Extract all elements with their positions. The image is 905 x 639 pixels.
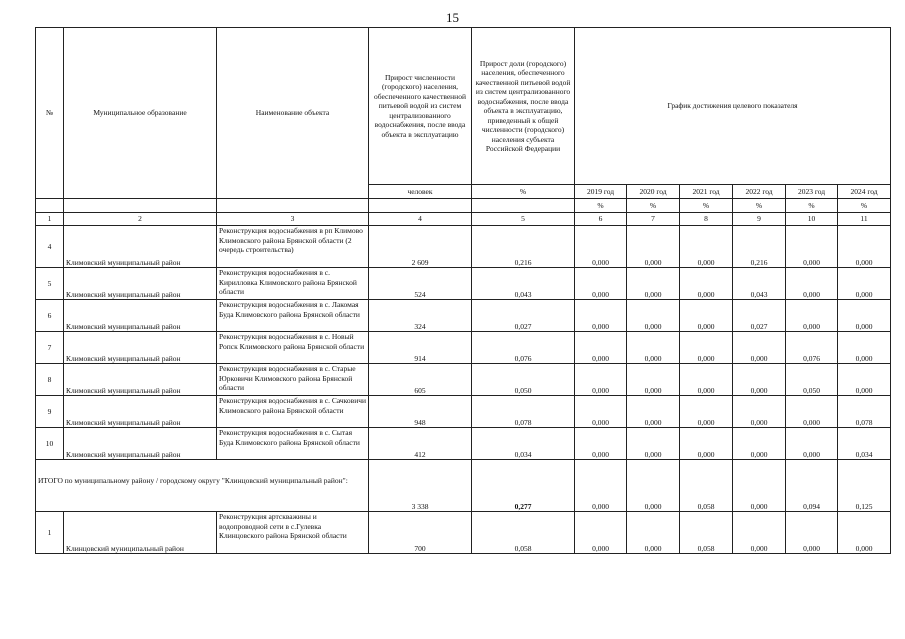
object-name-cell: Реконструкция водоснабжения в с. Новый Ропск Климовского района Брянской области: [217, 332, 369, 364]
share-cell: 0,058: [472, 512, 575, 554]
year-value-cell: 0,000: [575, 300, 627, 332]
municipality-cell: Климовский муниципальный район: [64, 364, 217, 396]
municipality-cell: Климовский муниципальный район: [64, 226, 217, 268]
year-value-cell: 0,000: [680, 300, 733, 332]
column-index-row: [36, 213, 891, 226]
header-growth-share: Прирост доли (городского) населения, обеспеченного качественной питьевой водой из систем централизованного водоснабжения, после ввода объекта в эксплуатацию, приведенный к общей численности (городского) населения субъекта Российской Федерации: [472, 28, 575, 185]
header-schedule: График достижения целевого показателя: [575, 28, 891, 185]
share-cell: 0,076: [472, 332, 575, 364]
year-value-cell: 0,058: [680, 512, 733, 554]
year-value-cell: 0,000: [627, 364, 680, 396]
year-value-cell: 0,000: [733, 364, 786, 396]
header-year: 2024 год: [838, 185, 891, 199]
header-unit-percent: %: [680, 199, 733, 213]
table-row: [36, 332, 891, 364]
table-row: [36, 226, 891, 268]
header-year: 2021 год: [680, 185, 733, 199]
year-value-cell: 0,027: [733, 300, 786, 332]
column-index: 3: [217, 213, 369, 226]
column-index: 11: [838, 213, 891, 226]
year-value-cell: 0,000: [733, 428, 786, 460]
header-object: Наименование объекта: [217, 28, 369, 199]
year-value-cell: 0,000: [733, 396, 786, 428]
year-value-cell: 0,000: [838, 300, 891, 332]
year-value-cell: 0,000: [627, 512, 680, 554]
year-value-cell: 0,078: [838, 396, 891, 428]
total-year-value: 0,125: [838, 460, 891, 512]
object-name-cell: Реконструкция водоснабжения в с. Лакомая Буда Климовского района Брянской области: [217, 300, 369, 332]
year-value-cell: 0,000: [575, 226, 627, 268]
total-year-value: 0,000: [733, 460, 786, 512]
share-cell: 0,043: [472, 268, 575, 300]
year-value-cell: 0,000: [627, 396, 680, 428]
header-growth-population: Прирост численности (городского) населения, обеспеченного качественной питьевой водой из систем централизованного водоснабжения, после ввода объекта в эксплуатацию: [369, 28, 472, 185]
column-index: 2: [64, 213, 217, 226]
year-value-cell: 0,000: [680, 428, 733, 460]
header-unit-percent: %: [786, 199, 838, 213]
row-number: 5: [36, 268, 64, 300]
column-index: 1: [36, 213, 64, 226]
year-value-cell: 0,000: [838, 512, 891, 554]
year-value-cell: 0,000: [627, 268, 680, 300]
year-value-cell: 0,216: [733, 226, 786, 268]
year-value-cell: 0,000: [680, 268, 733, 300]
table-row: [36, 364, 891, 396]
people-cell: 914: [369, 332, 472, 364]
total-row: [36, 460, 891, 512]
year-value-cell: 0,000: [838, 332, 891, 364]
year-value-cell: 0,000: [786, 300, 838, 332]
total-year-value: 0,000: [627, 460, 680, 512]
year-value-cell: 0,000: [733, 512, 786, 554]
year-value-cell: 0,000: [627, 226, 680, 268]
year-value-cell: 0,034: [838, 428, 891, 460]
year-value-cell: 0,000: [786, 226, 838, 268]
year-value-cell: 0,000: [575, 428, 627, 460]
object-name-cell: Реконструкция водоснабжения в с. Сытая Буда Климовского района Брянской области: [217, 428, 369, 460]
year-value-cell: 0,000: [680, 396, 733, 428]
object-name-cell: Реконструкция водоснабжения в с. Старые Юрковичи Климовского района Брянской области: [217, 364, 369, 396]
year-value-cell: 0,000: [627, 428, 680, 460]
year-value-cell: 0,000: [838, 268, 891, 300]
table-row: [36, 300, 891, 332]
object-name-cell: Реконструкция водоснабжения в с. Сачковичи Климовского района Брянской области: [217, 396, 369, 428]
share-cell: 0,078: [472, 396, 575, 428]
header-municipality: Муниципальное образование: [64, 28, 217, 199]
row-number: 6: [36, 300, 64, 332]
object-name-cell: Реконструкция артскважины и водопроводной сети в с.Гулевка Клинцовского района Брянской области: [217, 512, 369, 554]
year-value-cell: 0,000: [786, 268, 838, 300]
share-cell: 0,027: [472, 300, 575, 332]
row-number: 8: [36, 364, 64, 396]
header-unit-people: человек: [369, 185, 472, 199]
year-value-cell: 0,000: [838, 364, 891, 396]
year-value-cell: 0,000: [575, 512, 627, 554]
year-value-cell: 0,000: [786, 428, 838, 460]
column-index: 6: [575, 213, 627, 226]
total-year-value: 0,058: [680, 460, 733, 512]
year-value-cell: 0,000: [786, 512, 838, 554]
municipality-cell: Клинцовский муниципальный район: [64, 512, 217, 554]
year-value-cell: 0,000: [575, 268, 627, 300]
header-year: 2023 год: [786, 185, 838, 199]
municipality-cell: Климовский муниципальный район: [64, 300, 217, 332]
header-year: 2019 год: [575, 185, 627, 199]
year-value-cell: 0,076: [786, 332, 838, 364]
header-year: 2022 год: [733, 185, 786, 199]
column-index: 5: [472, 213, 575, 226]
municipality-cell: Климовский муниципальный район: [64, 396, 217, 428]
people-cell: 948: [369, 396, 472, 428]
column-index: 7: [627, 213, 680, 226]
column-index: 9: [733, 213, 786, 226]
header-year: 2020 год: [627, 185, 680, 199]
municipality-cell: Климовский муниципальный район: [64, 268, 217, 300]
table-row: [36, 512, 891, 554]
header-unit-percent: %: [627, 199, 680, 213]
total-share: 0,277: [472, 460, 575, 512]
row-number: 4: [36, 226, 64, 268]
object-name-cell: Реконструкция водоснабжения в рп Климово Климовского района Брянской области (2 очередь строительства): [217, 226, 369, 268]
column-index: 10: [786, 213, 838, 226]
share-cell: 0,216: [472, 226, 575, 268]
year-value-cell: 0,000: [680, 226, 733, 268]
header-unit-percent: %: [472, 185, 575, 199]
people-cell: 412: [369, 428, 472, 460]
year-value-cell: 0,000: [627, 300, 680, 332]
table-row: [36, 396, 891, 428]
row-number: 7: [36, 332, 64, 364]
total-people: 3 338: [369, 460, 472, 512]
share-cell: 0,034: [472, 428, 575, 460]
municipality-cell: Климовский муниципальный район: [64, 428, 217, 460]
year-value-cell: 0,000: [680, 364, 733, 396]
people-cell: 605: [369, 364, 472, 396]
total-label: ИТОГО по муниципальному району / городскому округу "Клинцовский муниципальный район":: [36, 460, 369, 512]
column-index: 4: [369, 213, 472, 226]
people-cell: 2 609: [369, 226, 472, 268]
share-cell: 0,050: [472, 364, 575, 396]
total-year-value: 0,000: [575, 460, 627, 512]
year-value-cell: 0,043: [733, 268, 786, 300]
header-unit-percent: %: [575, 199, 627, 213]
row-number: 9: [36, 396, 64, 428]
row-number: 1: [36, 512, 64, 554]
people-cell: 524: [369, 268, 472, 300]
year-value-cell: 0,000: [575, 332, 627, 364]
table-row: [36, 428, 891, 460]
header-unit-percent: %: [838, 199, 891, 213]
year-value-cell: 0,000: [575, 396, 627, 428]
page-number: 15: [446, 10, 459, 25]
header-no: №: [36, 28, 64, 199]
year-value-cell: 0,000: [575, 364, 627, 396]
year-value-cell: 0,050: [786, 364, 838, 396]
target-indicator-table: [35, 27, 891, 554]
year-value-cell: 0,000: [786, 396, 838, 428]
table-row: [36, 268, 891, 300]
row-number: 10: [36, 428, 64, 460]
year-value-cell: 0,000: [733, 332, 786, 364]
people-cell: 324: [369, 300, 472, 332]
year-value-cell: 0,000: [838, 226, 891, 268]
object-name-cell: Реконструкция водоснабжения в с. Кирилловка Климовского района Брянской области: [217, 268, 369, 300]
year-value-cell: 0,000: [627, 332, 680, 364]
people-cell: 700: [369, 512, 472, 554]
column-index: 8: [680, 213, 733, 226]
year-value-cell: 0,000: [680, 332, 733, 364]
total-year-value: 0,094: [786, 460, 838, 512]
header-unit-percent: %: [733, 199, 786, 213]
municipality-cell: Климовский муниципальный район: [64, 332, 217, 364]
